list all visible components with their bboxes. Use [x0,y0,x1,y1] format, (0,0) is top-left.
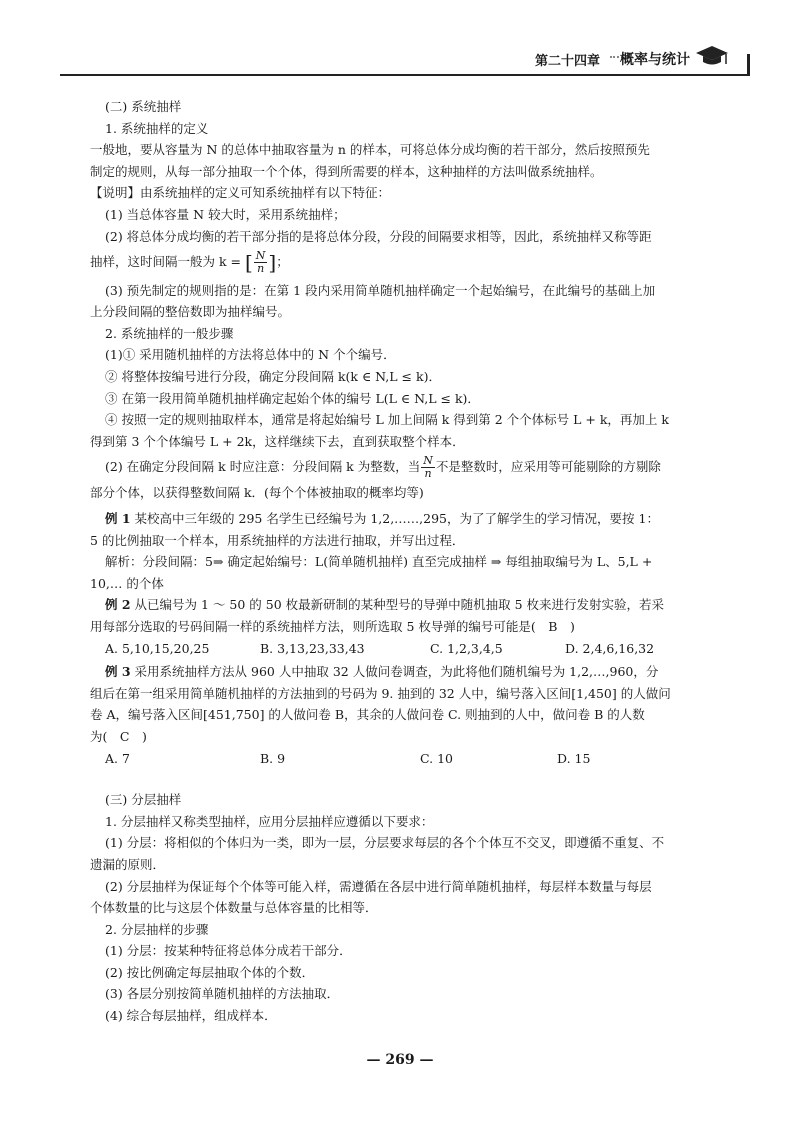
example-text: 某校高中三年级的 295 名学生已经编号为 1,2,……,295，为了了解学生的学习情况，要按 1： [134,511,659,526]
paragraph: (1) 分层：将相似的个体归为一类，即为一层，分层要求每层的各个个体互不交叉，即遵循不重复、不 [105,835,665,851]
page-number: — 269 — [366,1052,434,1068]
fraction-denominator: n [424,467,432,481]
bracket-right: ] [268,250,277,275]
step-item: ③ 在第一段用简单随机抽样确定起始个体的编号 L(L ∈ N,L ≤ k)． [105,390,480,406]
solution-text: 10,… 的个体 [90,575,164,591]
paragraph: 制定的规则，从每一部分抽取一个个体，得到所需要的样本，这种抽样的方法叫做系统抽样。 [90,163,603,179]
bracket-left: [ [244,250,253,275]
paragraph: 遗漏的原则． [90,856,166,872]
formula-suffix: ； [276,254,289,270]
paragraph: 一般地，要从容量为 N 的总体中抽取容量为 n 的样本，可将总体分成均衡的若干部分，然后按照预先 [90,142,650,158]
fraction [254,250,268,275]
subsection-heading: 2. 分层抽样的步骤 [105,921,209,937]
option-b: B. 3,13,23,33,43 [260,640,365,656]
paragraph: 用每部分选取的号码间隔一样的系统抽样方法，则所选取 5 枚导弹的编号可能是( B ) [90,618,575,634]
choice-options [105,638,747,660]
section-heading: (三) 分层抽样 [105,792,182,808]
paragraph: (2) 分层抽样为保证每个个体等可能入样，需遵循在各层中进行简单随机抽样，每层样本数量与每层 [105,878,652,894]
paragraph: 上分段间隔的整倍数即为抽样编号。 [90,304,291,320]
paragraph: 1. 分层抽样又称类型抽样，应用分层抽样应遵循以下要求： [105,813,434,829]
step-item: (4) 综合每层抽样，组成样本． [105,1008,277,1024]
example-label: 例 2 [105,597,131,613]
step-text: 不是整数时，应采用等可能剔除的方剔除 [435,459,661,475]
step-item [105,452,747,482]
step-item: (2) 按比例确定每层抽取个体的个数． [105,964,315,980]
option-c: C. 1,2,3,4,5 [430,640,503,656]
step-item: 得到第 3 个个体编号 L + 2k，这样继续下去，直到获取整个样本． [90,433,465,449]
option-d: D. 15 [557,750,591,766]
paragraph: 卷 A，编号落入区间[451,750] 的人做问卷 B，其余的人做问卷 C. 则抽到的人中，做问卷 B 的人数 [90,707,645,723]
step-item: 部分个体，以获得整数间隔 k．(每个个体被抽取的概率均等) [90,485,424,501]
subsection-heading: 1. 系统抽样的定义 [105,120,209,136]
example-3 [105,661,747,683]
page-content [90,96,747,1027]
choice-options [105,748,747,770]
fraction-denominator: n [257,262,265,276]
example-text: 采用系统抽样方法从 960 人中抽取 32 人做问卷调查，为此将他们随机编号为 1,2,…,960，分 [134,664,659,680]
example-2 [105,594,747,616]
paragraph: 组后在第一组采用简单随机抽样的方法抽到的号码为 9. 抽到的 32 人中，编号落入区间[1,450] 的人做问 [90,685,671,701]
formula-prefix: 抽样，这时间隔一般为 k = [90,254,241,270]
subsection-heading: 2. 系统抽样的一般步骤 [105,325,234,341]
option-c: C. 10 [420,750,453,766]
fraction [421,455,435,480]
paragraph: (1) 当总体容量 N 较大时，采用系统抽样； [105,206,346,222]
fraction-numerator: N [255,249,266,263]
option-b: B. 9 [260,750,286,766]
step-item: (1) 分层：按某种特征将总体分成若干部分． [105,943,352,959]
paragraph: (2) 将总体分成均衡的若干部分指的是将总体分段，分段的间隔要求相等，因此，系统抽样又称等距 [105,228,652,244]
paragraph: 5 的比例抽取一个样本，用系统抽样的方法进行抽取，并写出过程． [90,532,465,548]
graduation-cap-icon [694,44,730,66]
paragraph: 为( C ) [90,728,147,744]
note-heading: 【说明】由系统抽样的定义可知系统抽样有以下特征： [90,185,391,201]
solution-text: 解析：分段间隔：5⇒ 确定起始编号：L(简单随机抽样) 直至完成抽样 ⇒ 每组抽取编号为 L、5,L + [105,554,653,570]
spacer [105,769,747,789]
step-item: ② 将整体按编号进行分段，确定分段间隔 k(k ∈ N,L ≤ k)． [105,369,441,385]
paragraph: (3) 预先制定的规则指的是：在第 1 段内采用简单随机抽样确定一个起始编号，在此编号的基础上加 [105,282,656,298]
example-label: 例 3 [105,664,131,680]
header-rule-end [747,54,750,74]
chapter-title: 概率与统计 [620,52,690,68]
example-1 [105,508,747,530]
section-heading: (二) 系统抽样 [105,99,182,114]
formula-line [90,247,747,278]
example-text: 从已编号为 1 ～ 50 的 50 枚最新研制的某种型号的导弹中随机抽取 5 枚来进行发射实验，若采 [134,597,665,613]
chapter-label: 第二十四章 [534,54,600,69]
step-text: (2) 在确定分段间隔 k 时应注意：分段间隔 k 为整数，当 [105,459,421,475]
example-label: 例 1 [105,511,131,526]
page-header [60,28,750,76]
fraction-numerator: N [423,454,433,468]
paragraph: 个体数量的比与这层个体数量与总体容量的比相等． [90,900,378,916]
option-d: D. 2,4,6,16,32 [565,640,655,656]
step-item: ④ 按照一定的规则抽取样本，通常是将起始编号 L 加上间隔 k 得到第 2 个个体标号 L + k，再加上 k [105,412,669,428]
option-a: A. 5,10,15,20,25 [105,640,210,656]
option-a: A. 7 [105,750,130,766]
step-item: (1)① 采用随机抽样的方法将总体中的 N 个个编号． [105,347,396,363]
step-item: (3) 各层分别按简单随机抽样的方法抽取． [105,986,340,1002]
